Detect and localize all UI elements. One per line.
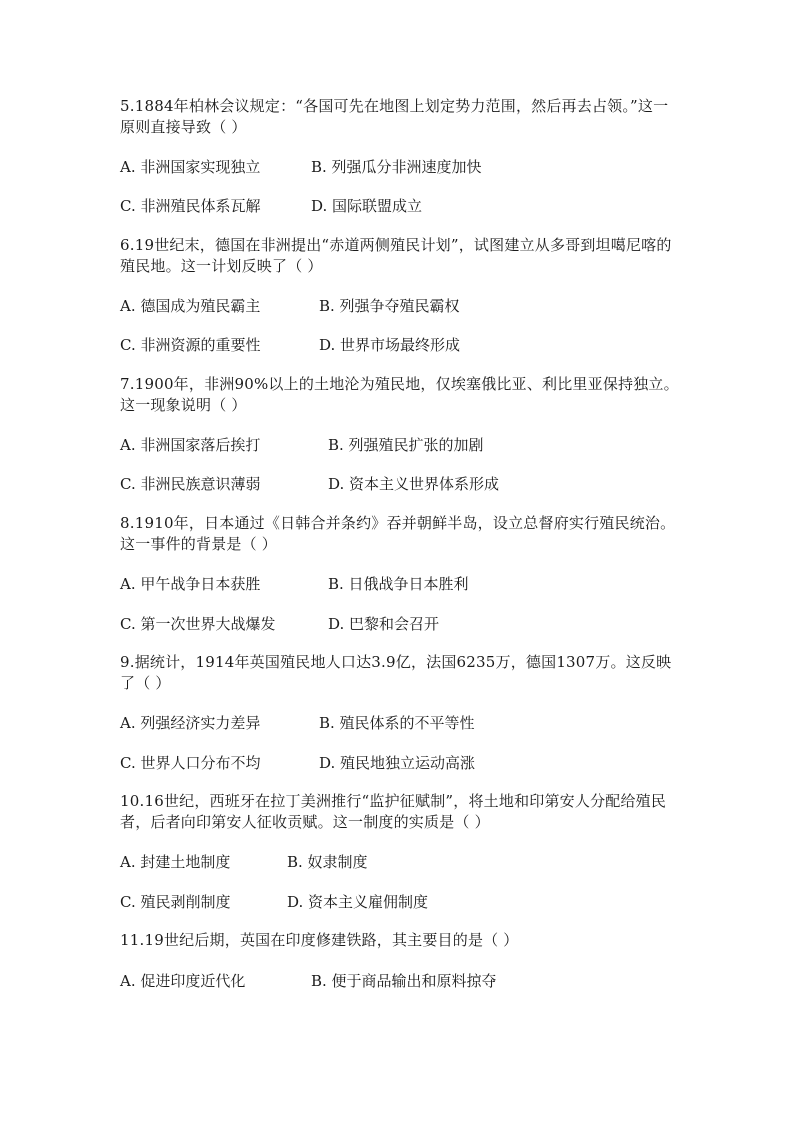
question-8-option-d: D. 巴黎和会召开 (328, 615, 440, 633)
question-5-option-a: A. 非洲国家实现独立 (120, 158, 261, 176)
question-7-options-row-1 (120, 434, 680, 456)
question-8-option-a: A. 甲午战争日本获胜 (120, 575, 261, 593)
question-6-option-d: D. 世界市场最终形成 (319, 336, 461, 354)
question-9-option-b: B. 殖民体系的不平等性 (319, 714, 475, 732)
question-5-options-row-1 (120, 156, 680, 178)
question-6-option-a: A. 德国成为殖民霸主 (120, 297, 261, 315)
question-5-option-c: C. 非洲殖民体系瓦解 (120, 197, 261, 215)
question-8-options-row-1 (120, 573, 680, 595)
question-5-stem: 5.1884年柏林会议规定：“各国可先在地图上划定势力范围，然后再去占领。”这一原则直接导致（ ） (120, 97, 669, 136)
question-9-options-row-1 (120, 712, 680, 734)
question-9-stem: 9.据统计，1914年英国殖民地人口达3.9亿，法国6235万，德国1307万。这反映了（ ） (120, 653, 672, 692)
question-7-option-c: C. 非洲民族意识薄弱 (120, 475, 261, 493)
question-8-option-c: C. 第一次世界大战爆发 (120, 615, 276, 633)
question-6-stem: 6.19世纪末，德国在非洲提出“赤道两侧殖民计划”，试图建立从多哥到坦噶尼喀的殖民地。这一计划反映了（ ） (120, 236, 672, 275)
question-5-options-row-2 (120, 195, 680, 217)
question-10-option-c: C. 殖民剥削制度 (120, 893, 231, 911)
question-11-option-b: B. 便于商品输出和原料掠夺 (311, 972, 497, 990)
question-9-option-a: A. 列强经济实力差异 (120, 714, 261, 732)
question-6-option-c: C. 非洲资源的重要性 (120, 336, 261, 354)
question-8-options-row-2 (120, 613, 680, 635)
question-11-stem: 11.19世纪后期，英国在印度修建铁路，其主要目的是（ ） (120, 931, 519, 949)
question-7-option-a: A. 非洲国家落后挨打 (120, 436, 261, 454)
question-7-options-row-2 (120, 473, 680, 495)
question-7-option-b: B. 列强殖民扩张的加剧 (328, 436, 484, 454)
question-10-options-row-2 (120, 891, 680, 913)
question-8-option-b: B. 日俄战争日本胜利 (328, 575, 469, 593)
question-6-option-b: B. 列强争夺殖民霸权 (319, 297, 460, 315)
question-9-option-c: C. 世界人口分布不均 (120, 754, 261, 772)
question-7-option-d: D. 资本主义世界体系形成 (328, 475, 500, 493)
question-10-option-b: B. 奴隶制度 (287, 853, 368, 871)
question-9-option-d: D. 殖民地独立运动高涨 (319, 754, 476, 772)
question-6-options-row-1 (120, 295, 680, 317)
question-10-option-a: A. 封建土地制度 (120, 853, 231, 871)
question-5-option-b: B. 列强瓜分非洲速度加快 (311, 158, 482, 176)
question-7-stem: 7.1900年，非洲90%以上的土地沦为殖民地，仅埃塞俄比亚、利比里亚保持独立。这一现象说明（ ） (120, 375, 679, 414)
question-6-options-row-2 (120, 334, 680, 356)
question-11-option-a: A. 促进印度近代化 (120, 972, 246, 990)
question-5-option-d: D. 国际联盟成立 (311, 197, 423, 215)
question-9-options-row-2 (120, 752, 680, 774)
question-10-options-row-1 (120, 851, 680, 873)
question-10-stem: 10.16世纪，西班牙在拉丁美洲推行“监护征赋制”，将土地和印第安人分配给殖民者，后者向印第安人征收贡赋。这一制度的实质是（ ） (120, 792, 667, 831)
question-11-options-row-1 (120, 970, 680, 992)
question-8-stem: 8.1910年，日本通过《日韩合并条约》吞并朝鲜半岛，设立总督府实行殖民统治。这一事件的背景是（ ） (120, 514, 676, 553)
question-10-option-d: D. 资本主义雇佣制度 (287, 893, 429, 911)
